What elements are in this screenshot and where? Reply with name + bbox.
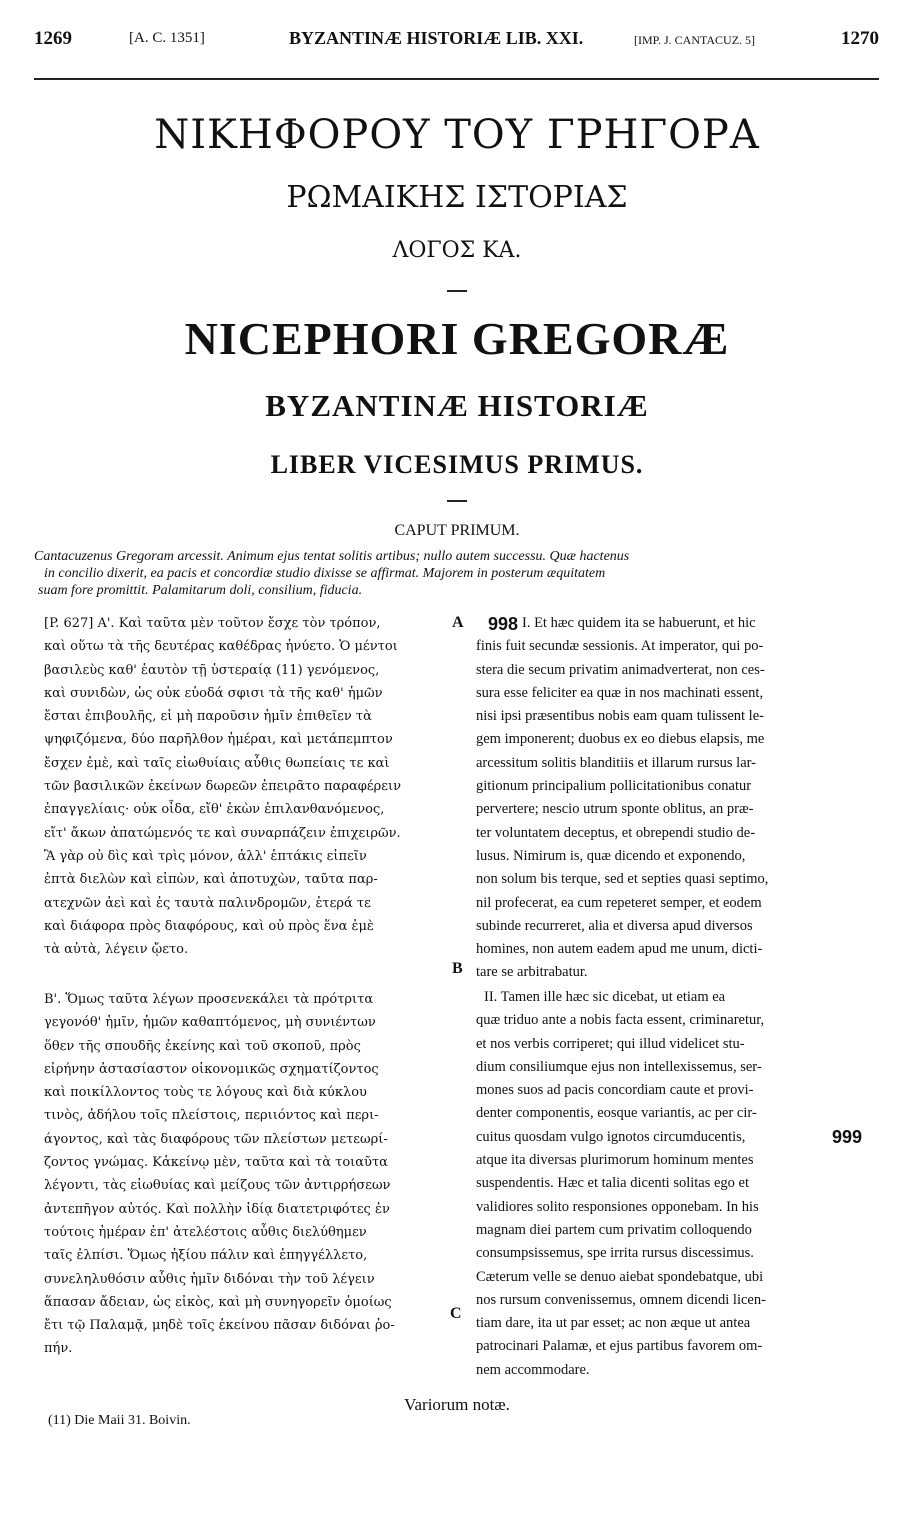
variorum-notes-heading: Variorum notæ.	[404, 1395, 510, 1414]
book-divider	[447, 500, 467, 502]
text-line: ἔσται ἐπιβουλῆς, εἰ μὴ παροῦσιν ἡμῖν ἐπιθεῖεν τὰ	[44, 709, 372, 725]
text-line: stera die secum privatim animadverterat, non ces-	[476, 661, 765, 678]
text-line: ατεχνῶν ἀεὶ καὶ ἐς ταυτὰ παλινδρομῶν, ἑτερά τε	[44, 895, 371, 911]
text-line: ζοντος γνώμας. Κἀκείνῳ μὲν, ταῦτα καὶ τὰ τοιαῦτα	[44, 1155, 388, 1171]
text-line: gitionum principalium pollicitationibus conatur	[476, 778, 752, 795]
text-line: Β'. Ὅμως ταῦτα λέγων προσενεκάλει τὰ πρότριτα	[44, 992, 374, 1007]
text-line: ἔσχεν ἐμὲ, καὶ ταῖς εἰωθυίαις αὖθις θωπείαις τε καὶ	[44, 755, 390, 771]
chapter-summary	[34, 548, 879, 599]
summary-line: Cantacuzenus Gregoram arcessit. Animum ejus tentat solitis artibus; nullo autem successu. Quæ hactenus	[34, 549, 630, 564]
text-line: βασιλεὺς καθ' ἑαυτὸν τῇ ὑστεραίᾳ (11) γενόμενος,	[44, 662, 380, 678]
text-line: καὶ ποικίλλοντος τοὺς τε λόγους καὶ διὰ κύκλου	[44, 1085, 367, 1101]
chapter-heading: CAPUT PRIMUM.	[394, 522, 520, 539]
greek-paragraph-1	[44, 612, 444, 961]
margin-letter-c: C	[450, 1305, 462, 1322]
text-line: tiam dare, ita ut par esset; ac non æque ut antea	[476, 1315, 751, 1332]
greek-author-title: ΝΙΚΗΦΟΡΟΥ ΤΟΥ ΓΡΗΓΟΡΑ	[154, 112, 760, 158]
text-line: atque ita diversas plurimorum hominum mentes	[476, 1152, 754, 1169]
text-line: arcessitum solitis blanditiis et illarum rursus lar-	[476, 754, 756, 771]
text-line: nil profecerat, ea cum repeteret semper, et eodem	[476, 894, 762, 911]
text-line: Ἃ γὰρ οὐ δὶς καὶ τρὶς μόνον, ἀλλ' ἑπτάκις εἰπεῖν	[44, 848, 367, 864]
text-line: λέγοντι, τὰς εἰωθυίας καὶ μείζους τῶν ἀντιρρήσεων	[44, 1178, 391, 1194]
text-line: tare se arbitrabatur.	[476, 964, 588, 981]
running-header	[34, 28, 879, 58]
margin-page-998: 998	[488, 614, 519, 634]
summary-line: suam fore promittit. Palamitarum doli, consilium, fiducia.	[38, 583, 363, 598]
footnote: (11) Die Maii 31. Boivin.	[48, 1413, 191, 1428]
text-line: καὶ οὕτω τὰ τῆς δευτέρας καθέδρας ἠνύετο. Ὁ μέντοι	[44, 639, 398, 655]
text-line: καὶ διάφορα πρὸς διαφόρους, καὶ οὐ πρὸς ἕνα ἐμὲ	[44, 918, 374, 934]
summary-line: in concilio dixerit, ea pacis et concordiæ studio dixisse se affirmat. Majorem in posterum æquitatem	[44, 566, 606, 581]
text-line: ὅθεν τῆς σπουδῆς ἐκείνης καὶ τοῦ σκοποῦ, πρὸς	[44, 1038, 361, 1054]
margin-page-999: 999	[832, 1127, 863, 1147]
greek-paragraph-2	[44, 988, 444, 1361]
text-line: ἔτι τῷ Παλαμᾷ, μηδὲ τοῖς ἐκείνου πᾶσαν διδόναι ῥο-	[44, 1318, 395, 1334]
text-line: γεγονόθ' ἡμῖν, ἡμῶν καθαπτόμενος, μὴ συνιέντων	[44, 1015, 376, 1031]
text-line: nem accommodare.	[476, 1361, 590, 1378]
page-number-right: 1270	[841, 28, 879, 49]
text-line: homines, non autem eadem apud me unum, dicti-	[476, 941, 763, 958]
latin-book-title: LIBER VICESIMUS PRIMUS.	[270, 450, 644, 479]
text-line: τούτοις ἡμέραν ἐπ' ἀτελέστοις αὖθις διελύθημεν	[44, 1224, 367, 1240]
margin-letter-b: B	[452, 960, 463, 977]
text-line: άγοντος, καὶ τὰς διαφόρους τῶν πλείστων μετεωρί-	[44, 1131, 388, 1147]
text-line: et nos verbis corriperet; qui illud videlicet stu-	[476, 1035, 745, 1052]
text-line: magnam diei partem cum privatim colloquendo	[476, 1221, 752, 1238]
text-line: gem imponerent; duobus ex eo diebus elapsis, me	[476, 731, 765, 748]
text-line: nisi ipsi præsentibus nobis eam quam tulissent le-	[476, 708, 764, 725]
latin-paragraph-1	[476, 612, 881, 985]
text-line: ἅπασαν ἄδειαν, ὡς εἰκὸς, καὶ μὴ συνηγορεῖν ὁμοίως	[44, 1294, 392, 1310]
text-line: πήν.	[44, 1341, 73, 1357]
text-line: II. Tamen ille hæc sic dicebat, ut etiam ea	[484, 989, 726, 1005]
text-line: ter voluntatem deceptus, et obrependi studio de-	[476, 824, 756, 841]
text-line: τινὸς, ἀδήλου τοῖς πλείστοις, περιιόντος καὶ περι-	[44, 1108, 379, 1124]
running-title: BYZANTINÆ HISTORIÆ LIB. XXI.	[289, 28, 584, 48]
emperor-reference: [IMP. J. CANTACUZ. 5]	[634, 33, 756, 47]
text-line: sura esse feliciter ea quæ in nos machinati essent,	[476, 684, 764, 701]
text-line: τῶν βασιλικῶν ἐκείνων δωρεῶν ἐπειρᾶτο παραφέρειν	[44, 779, 401, 795]
text-line: τὰ αὐτὰ, λέγειν ᾤετο.	[44, 942, 189, 958]
text-line: finis fuit secundæ sessionis. At imperator, qui po-	[476, 638, 764, 655]
text-line: pervertere; nescio utrum sponte oblitus, an præ-	[476, 801, 754, 818]
title-divider	[447, 290, 467, 292]
text-line: patrocinari Palamæ, et ejus partibus favorem om-	[476, 1338, 763, 1355]
text-line: ψηφιζόμενα, δύο παρῆλθον ἡμέραι, καὶ μετάπεμπτον	[44, 732, 393, 748]
text-line: Cæterum velle se denuo aiebat spondebatque, ubi	[476, 1268, 764, 1285]
text-line: εἰρήνην ἀστασίαστον οἰκονομικῶς σχηματίζοντος	[44, 1061, 379, 1077]
latin-author-title: NICEPHORI GREGORÆ	[184, 313, 730, 364]
header-rule	[34, 78, 879, 80]
text-line: validiores solito responsiones opponebam. In his	[476, 1198, 759, 1215]
date-reference: [A. C. 1351]	[129, 30, 205, 46]
text-line: ἐπαγγελίαις· οὐκ οἶδα, εἴθ' ἑκὼν ἐπιλανθανόμενος,	[44, 802, 385, 818]
margin-letter-a: A	[452, 614, 464, 631]
text-line: εἴτ' ἄκων ἀπατώμενός τε καὶ συναρπάζειν ἐπιχειρῶν.	[44, 825, 401, 841]
text-line: denter componentis, eosque variantis, ac per cir-	[476, 1105, 757, 1122]
text-line: non solum bis terque, sed et septies quasi septimo,	[476, 871, 769, 888]
text-line: dium consiliumque ejus non intellexissemus, ser-	[476, 1058, 762, 1075]
text-line: nos rursum convenissemus, omnem dicendi licen-	[476, 1291, 766, 1308]
text-line: cuitus quosdam vulgo ignotos circumducentis,	[476, 1128, 746, 1145]
page-number-left: 1269	[34, 28, 72, 49]
text-line: consumpsissemus, spe irrita rursus discessimus.	[476, 1245, 754, 1262]
text-line: ταῖς ἐλπίσι. Ὅμως ἠξίου πάλιν καὶ ἐπηγγέλλετο,	[44, 1248, 368, 1264]
text-line: quæ triduo ante a nobis facta essent, criminaretur,	[476, 1012, 765, 1029]
text-line: ἀντεπῆγον αὐτός. Καὶ πολλὴν ἰδίᾳ διατετριφότες ἐν	[44, 1201, 390, 1217]
text-line: ἐπτὰ διελὼν καὶ εἰπὼν, καὶ ἀποτυχὼν, ταῦτα παρ-	[44, 872, 378, 888]
latin-work-title: BYZANTINÆ HISTORIÆ	[265, 388, 649, 423]
text-line: suspendentis. Hæc et talia dicenti solitas ego et	[476, 1175, 750, 1192]
text-line: συνεληλυθόσιν αὖθις ἡμῖν διδόναι τὴν τοῦ λέγειν	[44, 1271, 375, 1287]
text-line: subinde recurreret, alia et diversa apud diversos	[476, 917, 753, 934]
text-line: mones suos ad pacis concordiam caute et provi-	[476, 1082, 754, 1099]
text-line: [P. 627] Α'. Καὶ ταῦτα μὲν τοῦτον ἔσχε τὸν τρόπον,	[44, 616, 381, 631]
greek-book-title: ΛΟΓΟΣ ΚΑ.	[392, 238, 522, 263]
text-line: καὶ συνιδὼν, ὡς οὐκ εὐοδά σφισι τὰ τῆς καθ' ἡμῶν	[44, 685, 383, 701]
latin-paragraph-2	[476, 986, 881, 1382]
greek-work-title: ΡΩΜΑΙΚΗΣ ΙΣΤΟΡΙΑΣ	[286, 180, 628, 215]
text-line: lusus. Nimirum is, quæ dicendo et exponendo,	[476, 847, 746, 864]
text-line: I. Et hæc quidem ita se habuerunt, et hic	[522, 615, 756, 631]
